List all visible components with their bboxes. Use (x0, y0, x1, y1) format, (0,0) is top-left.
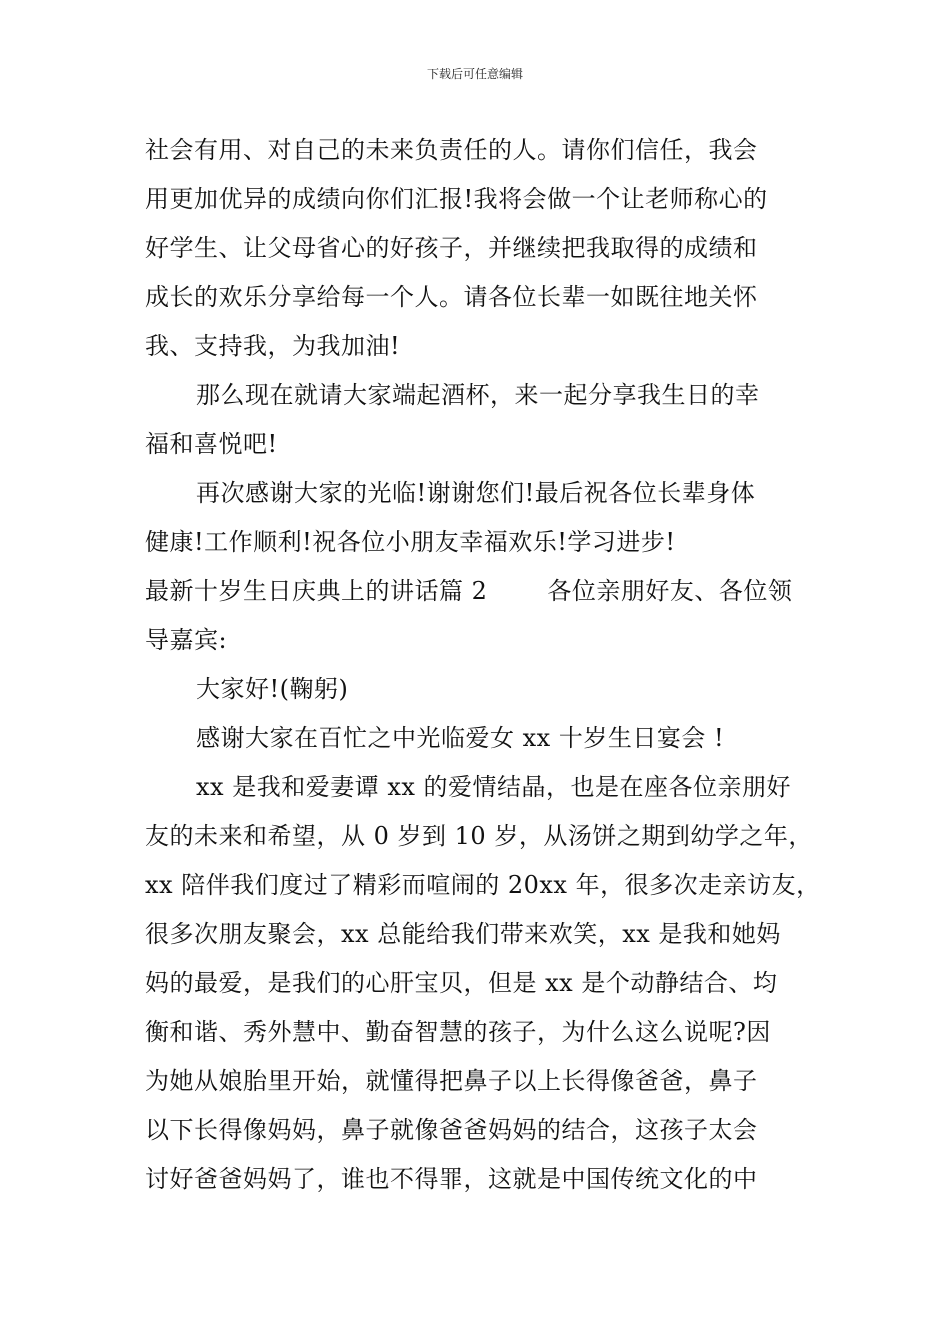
paragraph-line: 那么现在就请大家端起酒杯，来一起分享我生日的幸 (196, 381, 760, 409)
paragraph-line: 用更加优异的成绩向你们汇报!我将会做一个让老师称心的 (145, 185, 768, 213)
section-title: 最新十岁生日庆典上的讲话篇 2 (145, 577, 488, 605)
paragraph-line: xx 是我和爱妻谭 xx 的爱情结晶，也是在座各位亲朋好 (196, 773, 792, 801)
paragraph-line: 成长的欢乐分享给每一个人。请各位长辈一如既往地关怀 (145, 283, 758, 311)
section-heading-line (145, 567, 825, 616)
paragraph-line: 我、支持我，为我加油! (145, 332, 401, 360)
paragraph-line: 很多次朋友聚会，xx 总能给我们带来欢笑，xx 是我和她妈 (145, 920, 781, 948)
paragraph-line: 衡和谐、秀外慧中、勤奋智慧的孩子，为什么这么说呢?因 (145, 1018, 771, 1046)
paragraph-line: xx 陪伴我们度过了精彩而喧闹的 20xx 年，很多次走亲访友， (145, 871, 821, 899)
paragraph-line: 友的未来和希望，从 0 岁到 10 岁，从汤饼之期到幼学之年， (145, 822, 813, 850)
paragraph-line: 再次感谢大家的光临!谢谢您们!最后祝各位长辈身体 (196, 479, 756, 507)
document-body (145, 126, 825, 1204)
greeting-line: 大家好!(鞠躬) (196, 675, 349, 703)
header-note: 下载后可任意编辑 (426, 67, 523, 81)
paragraph-line: 为她从娘胎里开始，就懂得把鼻子以上长得像爸爸，鼻子 (145, 1067, 758, 1095)
paragraph-line: 社会有用、对自己的未来负责任的人。请你们信任，我会 (145, 136, 758, 164)
paragraph-line: 好学生、让父母省心的好孩子，并继续把我取得的成绩和 (145, 234, 758, 262)
paragraph-line: 妈的最爱，是我们的心肝宝贝，但是 xx 是个动静结合、均 (145, 969, 778, 997)
salutation-start: 各位亲朋好友、各位领 (547, 577, 793, 605)
paragraph-line: 健康!工作顺利!祝各位小朋友幸福欢乐!学习进步! (145, 528, 676, 556)
paragraph-line: 感谢大家在百忙之中光临爱女 xx 十岁生日宴会 ! (196, 724, 725, 752)
paragraph-line: 讨好爸爸妈妈了，谁也不得罪，这就是中国传统文化的中 (145, 1165, 758, 1193)
salutation-end: 导嘉宾: (145, 626, 228, 654)
paragraph-line: 福和喜悦吧! (145, 430, 278, 458)
paragraph-line: 以下长得像妈妈，鼻子就像爸爸妈妈的结合，这孩子太会 (145, 1116, 758, 1144)
